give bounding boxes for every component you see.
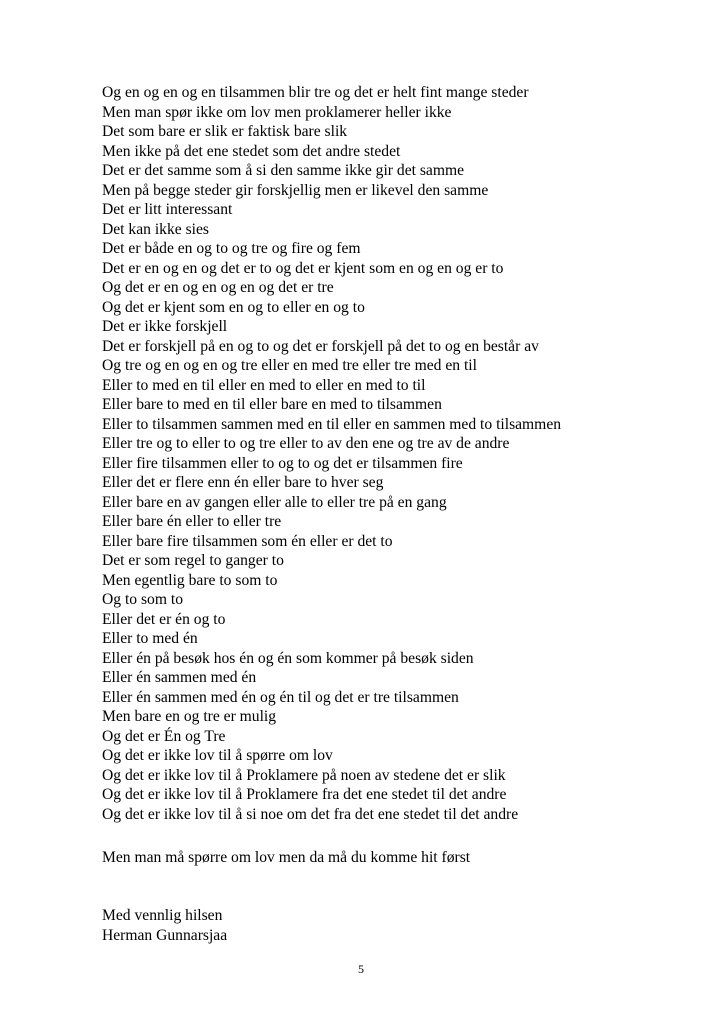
text-line: Det som bare er slik er faktisk bare slik <box>102 123 348 140</box>
poem-body <box>102 83 712 824</box>
text-line: Men på begge steder gir forskjellig men er likevel den samme <box>102 181 489 199</box>
text-line: Det er litt interessant <box>102 201 233 218</box>
closing-line: Men man må spørre om lov men da må du komme hit først <box>102 849 471 866</box>
text-line: Og tre og en og en og tre eller en med tre eller tre med en til <box>102 357 477 374</box>
text-line: Men man spør ikke om lov men proklamerer heller ikke <box>102 103 452 121</box>
text-line: Og det er ikke lov til å spørre om lov <box>102 747 333 764</box>
text-line: Eller én på besøk hos én og én som kommer på besøk siden <box>102 649 474 667</box>
text-line: Men ikke på det ene stedet som det andre stedet <box>102 142 401 160</box>
text-line: Men bare en og tre er mulig <box>102 708 277 725</box>
text-line: Det er forskjell på en og to og det er forskjell på det to og en består av <box>102 337 539 355</box>
text-line: Eller én sammen med én og én til og det er tre tilsammen <box>102 688 459 706</box>
page-number: 5 <box>358 962 364 976</box>
text-line: Det er som regel to ganger to <box>102 552 284 569</box>
text-line: Eller bare en av gangen eller alle to eller tre på en gang <box>102 493 447 511</box>
text-line: Eller det er flere enn én eller bare to hver seg <box>102 474 384 491</box>
text-line: Og to som to <box>102 591 184 608</box>
text-line: Men egentlig bare to som to <box>102 571 278 589</box>
text-line: Eller bare én eller to eller tre <box>102 513 282 530</box>
text-line: Det kan ikke sies <box>102 220 209 238</box>
text-line: Eller det er én og to <box>102 610 226 628</box>
signature-block <box>102 906 227 945</box>
text-line: Og det er Én og Tre <box>102 727 226 745</box>
text-line: Eller tre og to eller to og tre eller to av den ene og tre av de andre <box>102 435 510 452</box>
text-line: Eller to med én <box>102 630 198 647</box>
signature-greeting: Med vennlig hilsen <box>102 907 223 924</box>
text-line: Det er ikke forskjell <box>102 318 228 335</box>
text-line: Eller bare to med en til eller bare en med to tilsammen <box>102 396 442 413</box>
text-line: Og det er ikke lov til å Proklamere på noen av stedene det er slik <box>102 766 506 784</box>
text-line: Eller bare fire tilsammen som én eller er det to <box>102 532 393 550</box>
text-line: Og en og en og en tilsammen blir tre og det er helt fint mange steder <box>102 84 529 101</box>
signature-name: Herman Gunnarsjaa <box>102 926 228 944</box>
text-line: Eller to med en til eller en med to eller en med to til <box>102 376 426 394</box>
text-line: Eller én sammen med én <box>102 669 257 686</box>
text-line: Eller to tilsammen sammen med en til eller en sammen med to tilsammen <box>102 415 562 433</box>
text-line: Det er både en og to og tre og fire og fem <box>102 240 361 257</box>
text-line: Og det er en og en og en og det er tre <box>102 279 334 296</box>
text-line: Det er en og en og det er to og det er kjent som en og en og er to <box>102 259 504 277</box>
text-line: Eller fire tilsammen eller to og to og det er tilsammen fire <box>102 454 463 472</box>
text-line: Og det er kjent som en og to eller en og to <box>102 298 365 316</box>
text-line: Og det er ikke lov til å si noe om det fra det ene stedet til det andre <box>102 805 519 823</box>
text-line: Og det er ikke lov til å Proklamere fra det ene stedet til det andre <box>102 786 507 803</box>
text-line: Det er det samme som å si den samme ikke gir det samme <box>102 162 465 179</box>
